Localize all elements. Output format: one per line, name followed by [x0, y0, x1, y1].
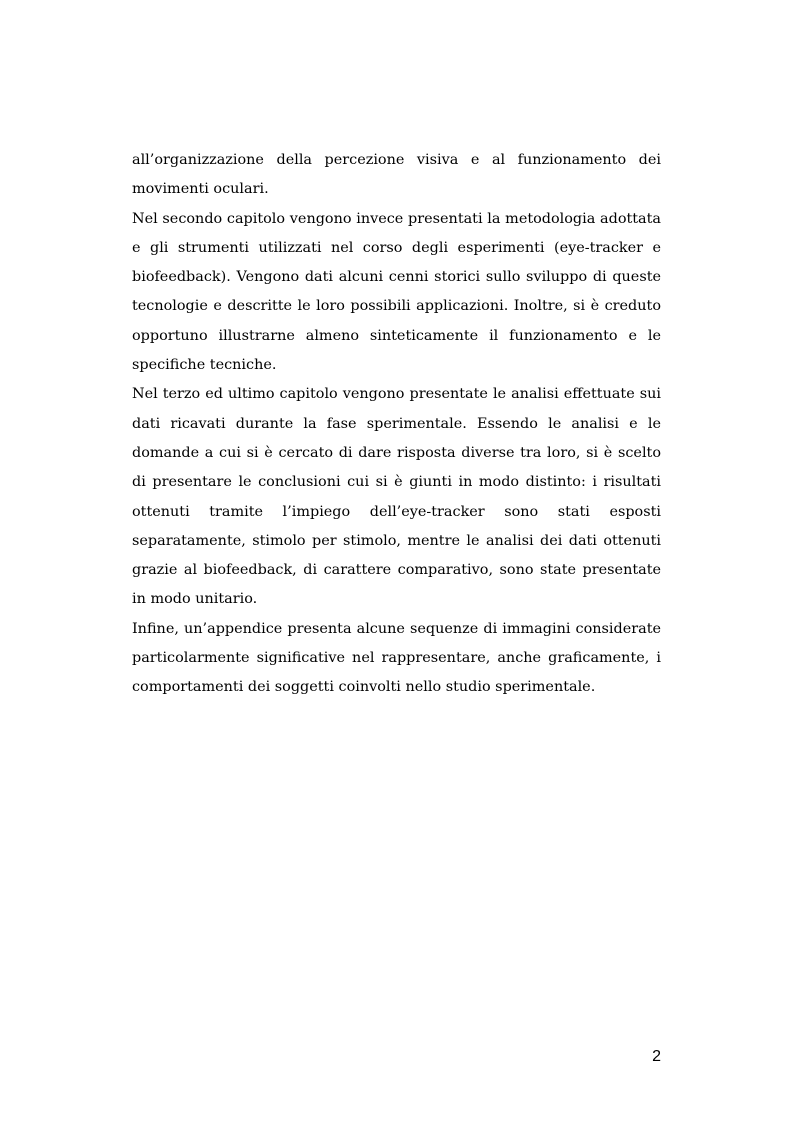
paragraph-1: all’organizzazione della percezione visiva e al funzionamento dei movimenti oculari. [132, 152, 661, 198]
paragraph-2: Nel secondo capitolo vengono invece presentati la metodologia adottata e gli strumenti utilizzati nel corso degli esperimenti (eye-tracker e biofeedback). Vengono dati alcuni cenni storici sullo sviluppo di queste tecnologie e descritte le loro possibili applicazioni. Inoltre, si è creduto opportuno illustrarne almeno sinteticamente il funzionamento e le specifiche tecniche. [132, 210, 661, 374]
body-text [132, 146, 661, 703]
paragraph-3: Nel terzo ed ultimo capitolo vengono presentate le analisi effettuate sui dati ricavati durante la fase sperimentale. Essendo le analisi e le domande a cui si è cercato di dare risposta diverse tra loro, si è scelto di presentare le conclusioni cui si è giunti in modo distinto: i risultati ottenuti tramite l’impiego dell’eye-tracker sono stati esposti separatamente, stimolo per stimolo, mentre le analisi dei dati ottenuti grazie al biofeedback, di carattere comparativo, sono state presentate in modo unitario. [132, 386, 661, 608]
paragraph-4: Infine, un’appendice presenta alcune sequenze di immagini considerate particolarmente significative nel rappresentare, anche graficamente, i comportamenti dei soggetti coinvolti nello studio sperimentale. [132, 620, 661, 696]
page-number: 2 [652, 1048, 661, 1065]
